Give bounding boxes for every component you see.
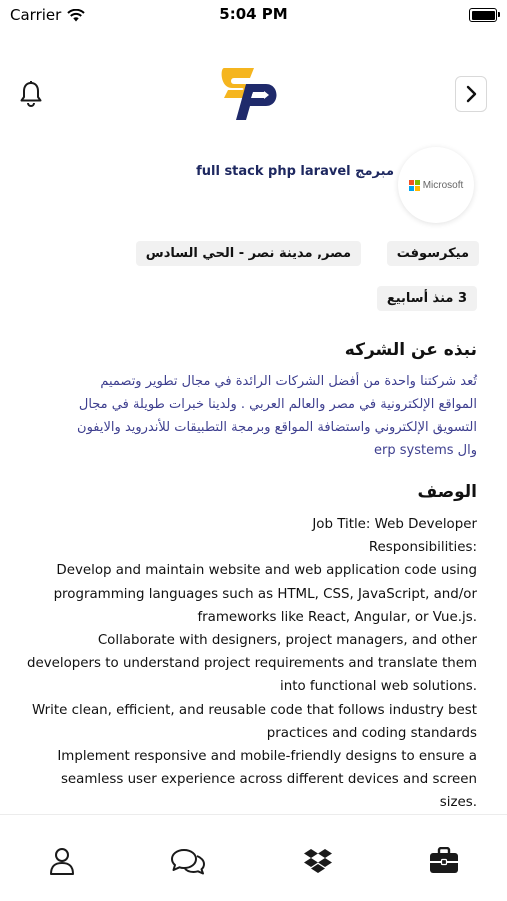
about-line: المواقع الإلكترونية في مصر والعالم العربي . ولدينا خبرات طويلة في مجال	[78, 397, 477, 412]
description-line: Collaborate with designers, project managers, and other	[97, 633, 477, 649]
microsoft-logo-icon	[409, 180, 420, 191]
description-text	[25, 513, 477, 815]
job-header	[0, 145, 507, 225]
description-line: Write clean, efficient, and reusable code that follows industry best	[32, 702, 477, 718]
tab-jobs[interactable]	[424, 841, 464, 881]
description-line: .frameworks like React, Angular, or Vue.js	[197, 609, 477, 625]
briefcase-icon	[429, 847, 459, 875]
chat-icon	[170, 847, 206, 875]
description-line: .sizes	[439, 795, 477, 811]
description-line: programming languages such as HTML, CSS, JavaScript, and/or	[53, 586, 477, 602]
about-text	[27, 370, 477, 462]
description-line: developers to understand project requirements and translate them	[26, 656, 477, 672]
header	[0, 60, 507, 130]
job-title: مبرمج full stack php laravel	[196, 164, 394, 179]
bell-icon[interactable]	[18, 80, 44, 108]
company-logo-text: Microsoft	[422, 179, 464, 191]
company-name-chip: ميكرسوفت	[387, 241, 479, 266]
tab-dropbox[interactable]	[298, 841, 338, 881]
location-chip: مصر, مدينة نصر - الحي السادس	[136, 241, 361, 266]
description-line: Job Title: Web Developer	[312, 517, 477, 532]
company-logo	[398, 147, 474, 223]
description-line: seamless user experience across different devices and screen	[60, 772, 477, 788]
tab-messages[interactable]	[168, 841, 208, 881]
about-line: تُعد شركتنا واحدة من أفضل الشركات الرائدة في مجال تطوير وتصميم	[100, 374, 477, 389]
about-heading: نبذه عن الشركه	[344, 340, 477, 360]
bottom-tab-bar	[0, 814, 507, 901]
battery-icon	[469, 8, 497, 22]
carrier-label: Carrier	[10, 6, 62, 24]
about-line: التسويق الإلكتروني واستضافة المواقع وبرمجة التطبيقات للأندرويد والايفون	[77, 420, 477, 435]
tab-profile[interactable]	[42, 841, 82, 881]
description-line: .into functional web solutions	[279, 679, 477, 695]
description-line: Implement responsive and mobile-friendly designs to ensure a	[57, 749, 477, 765]
forward-button[interactable]	[455, 76, 487, 112]
description-line: Develop and maintain website and web application code using	[56, 563, 477, 579]
user-icon	[49, 847, 75, 875]
status-time: 5:04 PM	[219, 5, 288, 23]
description-line: practices and coding standards	[266, 725, 477, 741]
about-line: وال erp systems	[374, 443, 477, 458]
posted-time-chip: 3 منذ أسابيع	[377, 286, 477, 311]
dropbox-icon	[303, 847, 333, 875]
status-bar	[0, 0, 507, 30]
description-heading: الوصف	[417, 482, 477, 502]
app-logo-icon	[218, 64, 280, 124]
description-line: :Responsibilities	[368, 540, 477, 556]
chevron-right-icon	[465, 85, 477, 103]
